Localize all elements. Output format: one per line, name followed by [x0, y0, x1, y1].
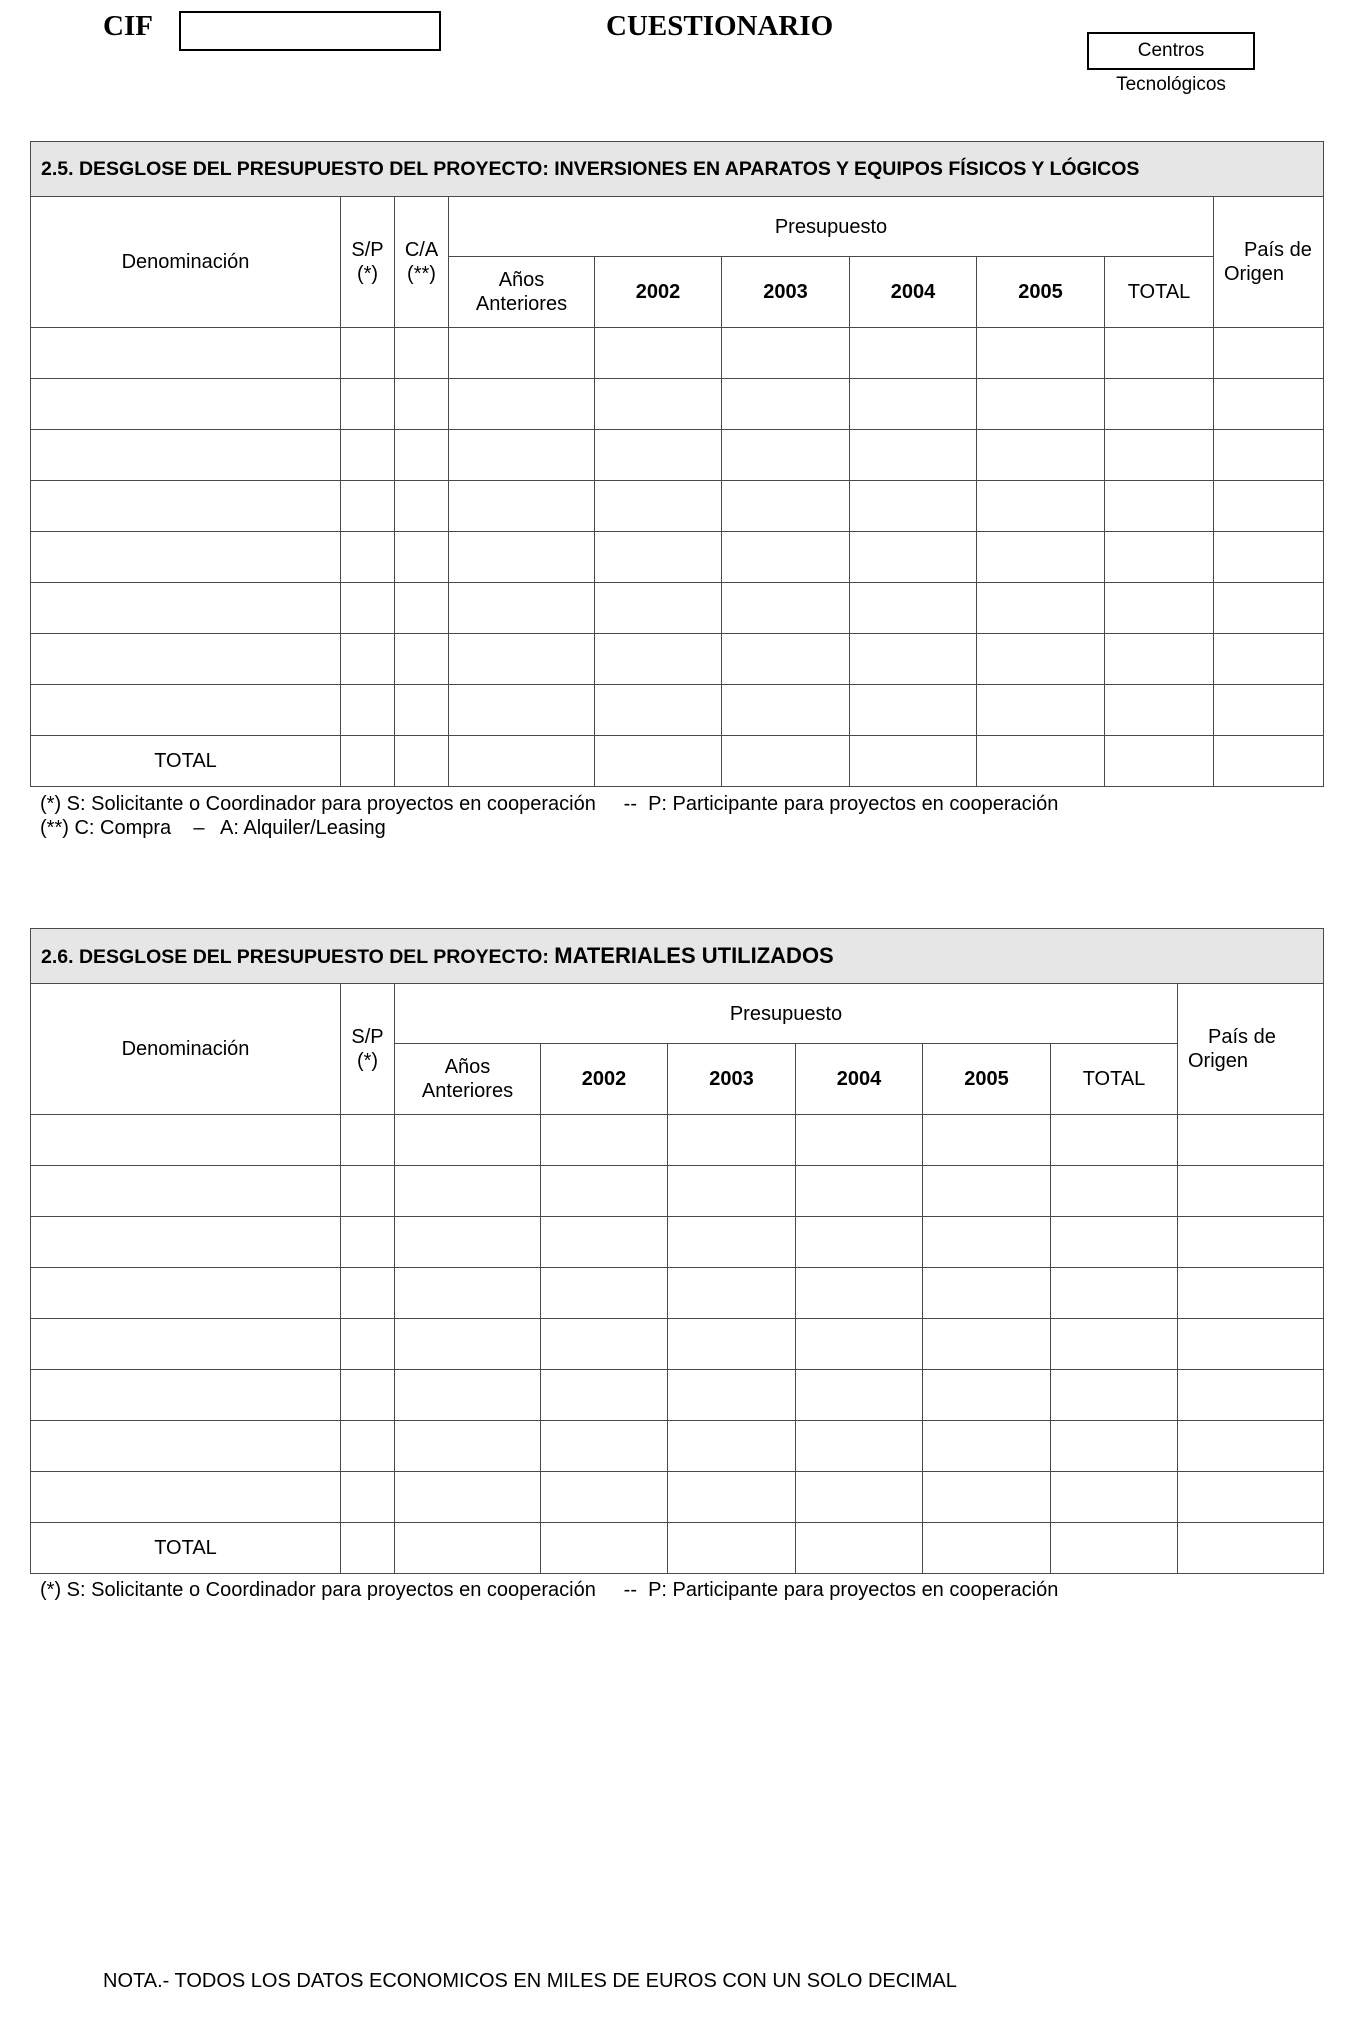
page-title: CUESTIONARIO	[606, 10, 834, 42]
table-cell[interactable]	[1214, 379, 1324, 430]
table-cell[interactable]	[850, 430, 977, 481]
table-cell[interactable]	[449, 583, 595, 634]
table-cell[interactable]	[395, 1319, 541, 1370]
table-cell[interactable]	[977, 685, 1105, 736]
table-row	[31, 430, 1324, 481]
table-cell[interactable]	[341, 1166, 395, 1217]
table-cell[interactable]	[541, 1472, 668, 1523]
col-header-total: TOTAL	[1051, 1044, 1178, 1115]
table-cell[interactable]	[1178, 1523, 1324, 1574]
table-cell[interactable]	[977, 583, 1105, 634]
table-cell[interactable]	[668, 1166, 796, 1217]
table-cell[interactable]	[668, 1421, 796, 1472]
footnote-sp: (*) S: Solicitante o Coordinador para proyectos en cooperación -- P: Participante para proyectos en cooperación	[40, 793, 1059, 815]
col-header-year: 2005	[923, 1044, 1051, 1115]
table-cell[interactable]	[541, 1523, 668, 1574]
table-cell[interactable]	[341, 430, 395, 481]
table-cell[interactable]	[796, 1319, 923, 1370]
section-title: 2.5. DESGLOSE DEL PRESUPUESTO DEL PROYECTO: INVERSIONES EN APARATOS Y EQUIPOS FÍSICOS Y LÓGICOS	[31, 142, 1324, 197]
table-cell[interactable]	[923, 1217, 1051, 1268]
table-cell[interactable]	[722, 583, 850, 634]
table-cell[interactable]	[1178, 1472, 1324, 1523]
table-cell[interactable]	[722, 481, 850, 532]
table-cell[interactable]	[595, 328, 722, 379]
table-cell[interactable]	[923, 1523, 1051, 1574]
table-cell[interactable]	[541, 1166, 668, 1217]
table-cell[interactable]	[977, 532, 1105, 583]
table-cell[interactable]	[31, 328, 341, 379]
table-cell[interactable]	[341, 1421, 395, 1472]
table-cell[interactable]	[722, 685, 850, 736]
table-cell[interactable]	[541, 1370, 668, 1421]
budget-table-materials	[30, 928, 1324, 1574]
table-row	[31, 481, 1324, 532]
table-cell[interactable]	[1051, 1421, 1178, 1472]
table-cell[interactable]	[595, 736, 722, 787]
table-cell[interactable]	[1051, 1370, 1178, 1421]
col-header-denominacion: Denominación	[31, 197, 341, 328]
table-cell[interactable]	[31, 1217, 341, 1268]
table-cell[interactable]	[31, 1268, 341, 1319]
table-cell[interactable]	[668, 1523, 796, 1574]
table-cell[interactable]	[923, 1166, 1051, 1217]
table-cell[interactable]	[1105, 634, 1214, 685]
table-row	[31, 685, 1324, 736]
col-header-denominacion: Denominación	[31, 984, 341, 1115]
table-cell[interactable]	[449, 532, 595, 583]
table-cell[interactable]	[541, 1217, 668, 1268]
table-row	[31, 328, 1324, 379]
table-cell[interactable]	[31, 1370, 341, 1421]
table-cell[interactable]	[395, 1268, 541, 1319]
table-cell[interactable]	[668, 1268, 796, 1319]
col-header-year: 2002	[595, 257, 722, 328]
table-cell[interactable]	[923, 1472, 1051, 1523]
table-cell[interactable]	[449, 430, 595, 481]
table-cell[interactable]	[31, 1319, 341, 1370]
footnote-ca: (**) C: Compra – A: Alquiler/Leasing	[40, 817, 386, 839]
table-cell[interactable]	[1051, 1166, 1178, 1217]
table-cell[interactable]	[1214, 532, 1324, 583]
table-cell[interactable]	[850, 328, 977, 379]
table-cell[interactable]	[341, 1523, 395, 1574]
table-cell[interactable]	[595, 634, 722, 685]
table-cell[interactable]	[31, 430, 341, 481]
table-cell[interactable]	[977, 481, 1105, 532]
table-cell[interactable]	[1105, 481, 1214, 532]
table-cell[interactable]	[595, 430, 722, 481]
footnote-sp: (*) S: Solicitante o Coordinador para proyectos en cooperación -- P: Participante para proyectos en cooperación	[40, 1579, 1059, 1601]
table-cell[interactable]	[1178, 1370, 1324, 1421]
table-cell[interactable]	[1214, 328, 1324, 379]
table-cell[interactable]	[31, 532, 341, 583]
table-cell[interactable]	[850, 481, 977, 532]
table-cell[interactable]	[1105, 736, 1214, 787]
table-cell[interactable]	[796, 1523, 923, 1574]
table-cell[interactable]	[395, 685, 449, 736]
table-cell[interactable]	[341, 1217, 395, 1268]
table-cell[interactable]	[1051, 1115, 1178, 1166]
table-cell[interactable]	[341, 379, 395, 430]
table-cell[interactable]	[977, 736, 1105, 787]
table-cell[interactable]	[341, 328, 395, 379]
cif-input-box[interactable]	[179, 11, 441, 51]
table-row	[31, 1115, 1324, 1166]
table-cell[interactable]	[449, 634, 595, 685]
table-cell[interactable]	[449, 481, 595, 532]
table-cell[interactable]	[923, 1319, 1051, 1370]
table-cell[interactable]	[395, 328, 449, 379]
table-row	[31, 379, 1324, 430]
table-cell[interactable]	[1178, 1217, 1324, 1268]
table-cell[interactable]	[668, 1370, 796, 1421]
table-row	[31, 1472, 1324, 1523]
table-cell[interactable]	[1051, 1217, 1178, 1268]
table-cell[interactable]	[395, 532, 449, 583]
col-header-pais-origen: País de Origen	[1178, 984, 1324, 1115]
table-cell[interactable]	[977, 430, 1105, 481]
table-cell[interactable]	[668, 1115, 796, 1166]
table-cell[interactable]	[1051, 1319, 1178, 1370]
table-cell[interactable]	[395, 1472, 541, 1523]
section-title: 2.6. DESGLOSE DEL PRESUPUESTO DEL PROYECTO: MATERIALES UTILIZADOS	[31, 929, 1324, 984]
table-cell[interactable]	[1051, 1523, 1178, 1574]
table-cell[interactable]	[341, 634, 395, 685]
table-cell[interactable]	[395, 481, 449, 532]
col-header-anos-anteriores: Años Anteriores	[449, 257, 595, 328]
table-cell[interactable]	[595, 685, 722, 736]
table-cell[interactable]	[395, 583, 449, 634]
table-cell[interactable]	[850, 736, 977, 787]
table-row	[31, 1166, 1324, 1217]
table-cell[interactable]	[1178, 1319, 1324, 1370]
table-cell[interactable]	[341, 685, 395, 736]
table-cell[interactable]	[668, 1319, 796, 1370]
col-header-year: 2003	[722, 257, 850, 328]
table-cell[interactable]	[341, 1268, 395, 1319]
col-header-presupuesto: Presupuesto	[395, 984, 1178, 1044]
table-cell[interactable]	[1051, 1472, 1178, 1523]
table-cell[interactable]	[668, 1472, 796, 1523]
table-cell[interactable]	[668, 1217, 796, 1268]
table-cell[interactable]	[395, 1421, 541, 1472]
table-cell[interactable]	[850, 685, 977, 736]
table-cell[interactable]	[850, 583, 977, 634]
col-header-anos-anteriores: Años Anteriores	[395, 1044, 541, 1115]
col-header-year: 2003	[668, 1044, 796, 1115]
table-row	[31, 1421, 1324, 1472]
col-header-year: 2004	[796, 1044, 923, 1115]
table-cell[interactable]	[341, 1115, 395, 1166]
table-cell[interactable]	[923, 1421, 1051, 1472]
program-badge: Centros Tecnológicos	[1087, 32, 1255, 70]
table-row	[31, 583, 1324, 634]
table-cell[interactable]	[31, 1166, 341, 1217]
footer-note: NOTA.- TODOS LOS DATOS ECONOMICOS EN MILES DE EUROS CON UN SOLO DECIMAL	[103, 1970, 957, 1992]
table-cell[interactable]	[722, 328, 850, 379]
table-row	[31, 1268, 1324, 1319]
col-header-sp: S/P (*)	[341, 197, 395, 328]
total-row-label: TOTAL	[31, 1523, 341, 1574]
table-cell[interactable]	[796, 1217, 923, 1268]
table-cell[interactable]	[1178, 1115, 1324, 1166]
table-cell[interactable]	[31, 1115, 341, 1166]
table-cell[interactable]	[341, 481, 395, 532]
table-cell[interactable]	[850, 634, 977, 685]
table-cell[interactable]	[722, 634, 850, 685]
table-cell[interactable]	[395, 1523, 541, 1574]
total-row-label: TOTAL	[31, 736, 341, 787]
table-cell[interactable]	[395, 1166, 541, 1217]
table-cell[interactable]	[1105, 328, 1214, 379]
table-cell[interactable]	[31, 583, 341, 634]
table-cell[interactable]	[395, 1115, 541, 1166]
table-cell[interactable]	[977, 328, 1105, 379]
table-cell[interactable]	[1214, 634, 1324, 685]
col-header-presupuesto: Presupuesto	[449, 197, 1214, 257]
table-cell[interactable]	[31, 379, 341, 430]
col-header-ca: C/A (**)	[395, 197, 449, 328]
col-header-year: 2005	[977, 257, 1105, 328]
budget-table-equipment	[30, 141, 1324, 787]
table-cell[interactable]	[31, 1472, 341, 1523]
table-cell[interactable]	[1214, 685, 1324, 736]
table-cell[interactable]	[1214, 583, 1324, 634]
table-cell[interactable]	[1178, 1421, 1324, 1472]
table-cell[interactable]	[341, 1472, 395, 1523]
table-cell[interactable]	[541, 1115, 668, 1166]
table-cell[interactable]	[1105, 532, 1214, 583]
col-header-sp: S/P (*)	[341, 984, 395, 1115]
table-cell[interactable]	[341, 532, 395, 583]
table-cell[interactable]	[1105, 685, 1214, 736]
col-header-pais-origen: País de Origen	[1214, 197, 1324, 328]
table-cell[interactable]	[395, 736, 449, 787]
table-cell[interactable]	[722, 736, 850, 787]
table-cell[interactable]	[977, 379, 1105, 430]
table-cell[interactable]	[796, 1370, 923, 1421]
table-cell[interactable]	[395, 1217, 541, 1268]
table-cell[interactable]	[850, 379, 977, 430]
table-cell[interactable]	[341, 1319, 395, 1370]
table-cell[interactable]	[796, 1421, 923, 1472]
table-cell[interactable]	[1105, 379, 1214, 430]
table-cell[interactable]	[923, 1370, 1051, 1421]
table-cell[interactable]	[1051, 1268, 1178, 1319]
table-cell[interactable]	[595, 532, 722, 583]
table-cell[interactable]	[449, 379, 595, 430]
table-cell[interactable]	[722, 532, 850, 583]
table-cell[interactable]	[923, 1115, 1051, 1166]
table-row	[31, 1370, 1324, 1421]
table-row	[31, 1319, 1324, 1370]
table-cell[interactable]	[796, 1268, 923, 1319]
col-header-year: 2002	[541, 1044, 668, 1115]
table-cell[interactable]	[31, 1421, 341, 1472]
table-cell[interactable]	[850, 532, 977, 583]
table-cell[interactable]	[1105, 583, 1214, 634]
table-cell[interactable]	[796, 1472, 923, 1523]
table-cell[interactable]	[541, 1421, 668, 1472]
table-cell[interactable]	[1178, 1166, 1324, 1217]
table-cell[interactable]	[722, 430, 850, 481]
table-cell[interactable]	[1214, 481, 1324, 532]
table-cell[interactable]	[449, 736, 595, 787]
table-cell[interactable]	[31, 634, 341, 685]
table-cell[interactable]	[595, 481, 722, 532]
table-cell[interactable]	[595, 379, 722, 430]
table-cell[interactable]	[341, 736, 395, 787]
col-header-year: 2004	[850, 257, 977, 328]
table-cell[interactable]	[1214, 736, 1324, 787]
table-cell[interactable]	[395, 634, 449, 685]
table-cell[interactable]	[31, 481, 341, 532]
table-cell[interactable]	[1178, 1268, 1324, 1319]
cif-label: CIF	[103, 10, 153, 42]
table-cell[interactable]	[541, 1268, 668, 1319]
table-cell[interactable]	[395, 379, 449, 430]
col-header-total: TOTAL	[1105, 257, 1214, 328]
table-cell[interactable]	[449, 685, 595, 736]
table-cell[interactable]	[595, 583, 722, 634]
table-cell[interactable]	[796, 1115, 923, 1166]
table-cell[interactable]	[977, 634, 1105, 685]
table-cell[interactable]	[395, 430, 449, 481]
table-cell[interactable]	[796, 1166, 923, 1217]
table-cell[interactable]	[541, 1319, 668, 1370]
table-cell[interactable]	[341, 1370, 395, 1421]
table-row	[31, 532, 1324, 583]
table-cell[interactable]	[1214, 430, 1324, 481]
table-cell[interactable]	[31, 685, 341, 736]
table-cell[interactable]	[722, 379, 850, 430]
table-cell[interactable]	[923, 1268, 1051, 1319]
table-cell[interactable]	[449, 328, 595, 379]
table-cell[interactable]	[1105, 430, 1214, 481]
table-cell[interactable]	[395, 1370, 541, 1421]
table-row	[31, 634, 1324, 685]
table-row	[31, 1217, 1324, 1268]
table-cell[interactable]	[341, 583, 395, 634]
